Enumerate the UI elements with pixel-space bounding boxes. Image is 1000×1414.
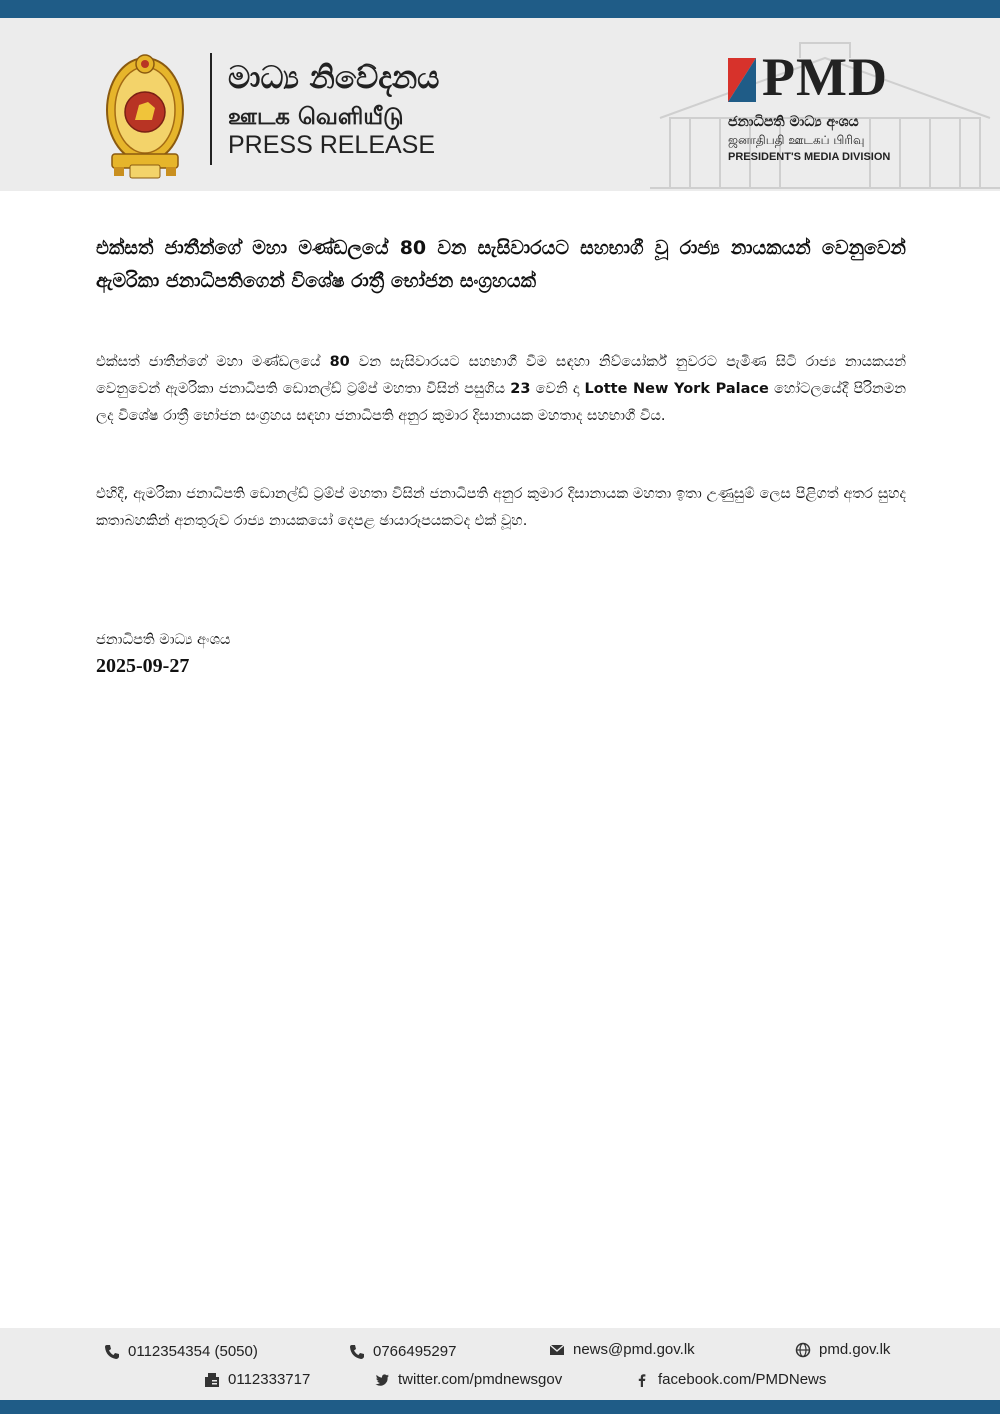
p1-hotel-name: Lotte New York Palace [584,381,769,397]
signature-organization: ජනාධිපති මාධ්‍ය අංශය [96,632,231,648]
phone-2-text: 0766495297 [373,1343,457,1360]
p1-session-number: 80 [329,354,350,370]
p1-text-c: වෙනි දා [530,381,585,397]
title-tamil: ஊடக வெளியீடு [228,104,404,130]
pmd-name-sinhala: ජනාධිපති මාධ්‍ය අංශය [728,114,859,130]
p1-text-a: එක්සත් ජාතීන්ගේ මහා මණ්ඩලයේ [96,354,330,370]
envelope-icon [549,1342,565,1358]
press-release-header [0,18,1000,191]
title-english: PRESS RELEASE [228,131,436,159]
p1-text-d: හෝටලයේදී පිරිනමන ලද විශේෂ රාත්‍රී භෝජන සංග්‍රහය සඳහා ජනාධිපති අනුර කුමාර දිසානායක මහතාද සහභාගී විය. [96,381,906,424]
phone-icon [104,1344,120,1360]
footer-phone-1 [104,1343,258,1360]
top-color-band [0,0,1000,18]
twitter-icon [374,1372,390,1388]
release-date: 2025-09-27 [96,655,190,677]
twitter-text[interactable]: twitter.com/pmdnewsgov [398,1371,563,1388]
footer-website[interactable] [795,1341,890,1358]
header-divider [210,53,212,165]
title-sinhala: මාධ්‍ය නිවේදනය [228,60,440,96]
phone-1-text: 0112354354 (5050) [128,1343,258,1360]
p1-text-b: වන සැසිවාරයට සහභාගී වීම සඳහා නිව්යෝර්ක් නුවරට පැමිණ සිටි රාජ්‍ය නායකයන් වෙනුවෙන් ඇමරිකා ජනාධිපති ඩොනල්ඩ් ට්‍රම්ප් මහතා විසින් පසුගිය [96,354,906,397]
article-paragraph-2: එහිදී, ඇමරිකා ජනාධිපති ඩොනල්ඩ් ට්‍රම්ප් මහතා විසින් ජනාධිපති අනුර කුමාර දිසානායක මහතා ඉතා උණුසුම් ලෙස පිළිගත් අතර සුහද කතාබහකින් අනතුරුව රාජ්‍ය නායකයෝ දෙපළ ඡායාරූපයකටද එක් වූහ. [96,486,906,529]
p1-day-number: 23 [510,381,531,397]
footer-phone-2 [349,1343,456,1360]
pmd-logo-mark-icon [728,58,756,102]
globe-icon [795,1342,811,1358]
contact-footer [0,1328,1000,1400]
pmd-logo-text: PMD [762,47,888,107]
fax-text: 0112333717 [228,1371,311,1388]
website-text[interactable]: pmd.gov.lk [819,1341,891,1358]
fax-icon [204,1372,220,1388]
bottom-color-band [0,1400,1000,1414]
sri-lanka-emblem-icon [104,50,186,180]
footer-email[interactable] [549,1341,695,1358]
email-text[interactable]: news@pmd.gov.lk [573,1341,695,1358]
footer-fax [204,1371,310,1388]
footer-facebook[interactable] [634,1371,826,1388]
facebook-text[interactable]: facebook.com/PMDNews [658,1371,827,1388]
facebook-icon [634,1372,650,1388]
pmd-name-tamil: ஜனாதிபதி ஊடகப் பிரிவு [728,133,865,147]
footer-twitter[interactable] [374,1371,562,1388]
article-paragraph-1 [96,349,906,430]
article-headline: එක්සත් ජාතීන්ගේ මහා මණ්ඩලයේ 80 වන සැසිවාරයට සහභාගී වූ රාජ්‍ය නායකයන් වෙනුවෙන් ඇමරිකා ජනාධිපතිගෙන් විශේෂ රාත්‍රී භෝජන සංග්‍රහයක් [96,237,906,292]
phone-icon [349,1344,365,1360]
pmd-name-english: PRESIDENT'S MEDIA DIVISION [728,151,891,163]
